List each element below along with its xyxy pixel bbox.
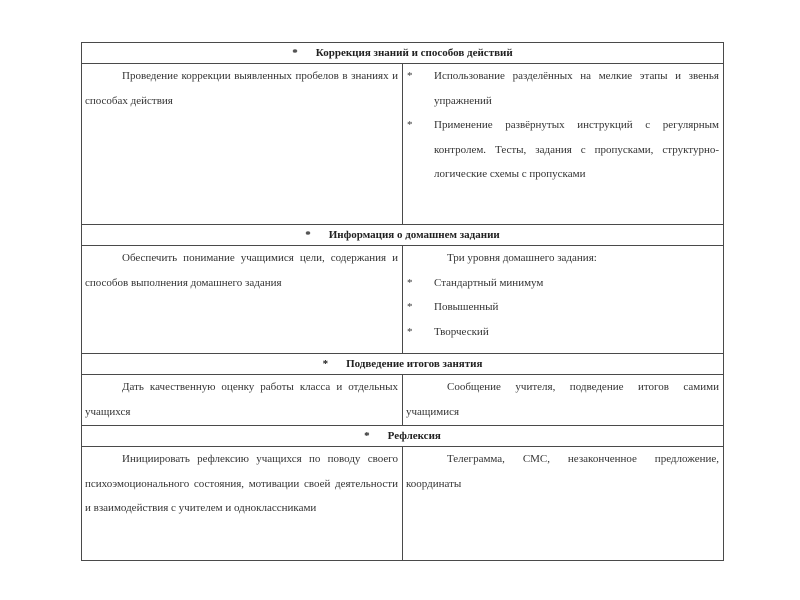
bullet-marker: *	[292, 47, 298, 59]
section-row	[82, 447, 724, 561]
section-header	[82, 426, 724, 447]
goal-cell	[82, 246, 403, 354]
bullet-marker: *	[364, 430, 370, 442]
list-item	[406, 64, 719, 113]
section-title: Информация о домашнем задании	[328, 229, 500, 241]
section-title: Подведение итогов занятия	[346, 358, 483, 370]
section-header-cell	[82, 426, 724, 447]
list-item-text: Использование разделённых на мелкие этапы и звенья упражнений	[434, 70, 719, 107]
goal-cell	[82, 375, 403, 426]
methods-text: Телеграмма, СМС, незаконченное предложение, координаты	[406, 453, 719, 490]
section-header	[82, 43, 724, 64]
goal-text: Проведение коррекции выявленных пробелов в знаниях и способах действия	[85, 70, 398, 107]
methods-list	[406, 271, 719, 345]
goal-text: Дать качественную оценку работы класса и отдельных учащихся	[85, 381, 398, 418]
bullet-marker: *	[322, 358, 329, 370]
section-title: Коррекция знаний и способов действий	[315, 47, 513, 59]
bullet-marker: *	[305, 229, 311, 241]
list-item	[406, 271, 719, 296]
section-title: Рефлексия	[387, 430, 441, 442]
bullet-marker: *	[407, 301, 413, 313]
section-header	[82, 225, 724, 246]
section-header-cell	[82, 43, 724, 64]
section-header	[82, 354, 724, 375]
list-item-text: Стандартный минимум	[434, 276, 544, 289]
bullet-marker: *	[407, 70, 413, 82]
methods-cell	[403, 447, 724, 561]
list-item-text: Повышенный	[434, 301, 499, 313]
section-header-cell	[82, 354, 724, 375]
goal-text: Обеспечить понимание учащимися цели, содержания и способов выполнения домашнего задания	[85, 252, 398, 289]
list-item	[406, 295, 719, 320]
bullet-marker: *	[407, 119, 413, 131]
goal-cell	[82, 64, 403, 225]
bullet-marker: *	[407, 325, 413, 338]
methods-cell	[403, 246, 724, 354]
section-row	[82, 246, 724, 354]
methods-intro: Три уровня домашнего задания:	[447, 252, 597, 264]
bullet-marker: *	[407, 276, 413, 289]
goal-text: Инициировать рефлексию учащихся по поводу своего психоэмоционального состояния, мотивации своей деятельности и взаимодействия с учителем и одноклассниками	[85, 453, 398, 514]
section-row	[82, 375, 724, 426]
methods-list	[406, 64, 719, 187]
section-row	[82, 64, 724, 225]
list-item-text: Творческий	[434, 325, 489, 338]
goal-cell	[82, 447, 403, 561]
list-item	[406, 320, 719, 345]
section-header-cell	[82, 225, 724, 246]
methods-text: Сообщение учителя, подведение итогов самими учащимися	[406, 381, 719, 418]
methods-cell	[403, 64, 724, 225]
list-item	[406, 113, 719, 187]
list-item-text: Применение развёрнутых инструкций с регулярным контролем. Тесты, задания с пропусками, структурно-логические схемы с пропусками	[434, 119, 719, 180]
methods-cell	[403, 375, 724, 426]
lesson-stages-table	[81, 42, 724, 561]
